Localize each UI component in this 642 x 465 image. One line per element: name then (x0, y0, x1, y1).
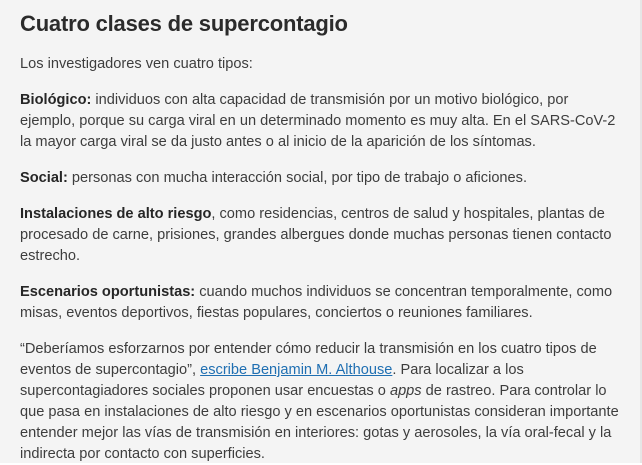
type-term: Social: (20, 170, 68, 186)
author-link[interactable]: escribe Benjamin M. Althouse (200, 362, 393, 378)
quote-text: “Deberíamos esforzarnos por entender cómo reducir la transmisión en los cuatro tipos de eventos de supercontagio”, (20, 341, 597, 378)
type-paragraph-high-risk (20, 204, 626, 267)
section-heading: Cuatro clases de supercontagio (20, 11, 348, 36)
type-description: , como residencias, centros de salud y hospitales, plantas de procesado de carne, prisiones, grandes albergues donde muchas personas tienen contacto estrecho. (20, 206, 612, 264)
type-term: Biológico: (20, 92, 92, 108)
type-description: individuos con alta capacidad de transmisión por un motivo biológico, por ejemplo, porque su carga viral en un determinado momento es muy alta. En el SARS-CoV-2 la mayor carga viral se da justo antes o al inicio de la aparición de los síntomas. (20, 92, 616, 150)
type-term: Instalaciones de alto riesgo (20, 206, 212, 222)
intro-paragraph: Los investigadores ven cuatro tipos: (20, 56, 253, 72)
type-description: cuando muchos individuos se concentran temporalmente, como misas, eventos deportivos, fiestas populares, conciertos o reuniones familiares. (20, 284, 613, 321)
quote-paragraph (20, 339, 626, 465)
type-description: personas con mucha interacción social, por tipo de trabajo o aficiones. (67, 170, 528, 186)
quote-ending: de rastreo. Para controlar lo que pasa en instalaciones de alto riesgo y en escenarios oportunistas consideran importante entender mejor las vías de transmisión en interiores: gotas y aerosoles, la vía oral-fecal y la indirecta por contacto con superficies. (20, 383, 619, 462)
apps-italic: apps (389, 383, 422, 399)
quote-continuation: . Para localizar a los supercontagiadores sociales proponen usar encuestas o (20, 362, 524, 399)
type-term: Escenarios oportunistas: (20, 284, 196, 300)
type-paragraph-biological (20, 90, 626, 153)
type-paragraph-social (20, 168, 626, 189)
type-paragraph-opportunistic (20, 282, 626, 324)
